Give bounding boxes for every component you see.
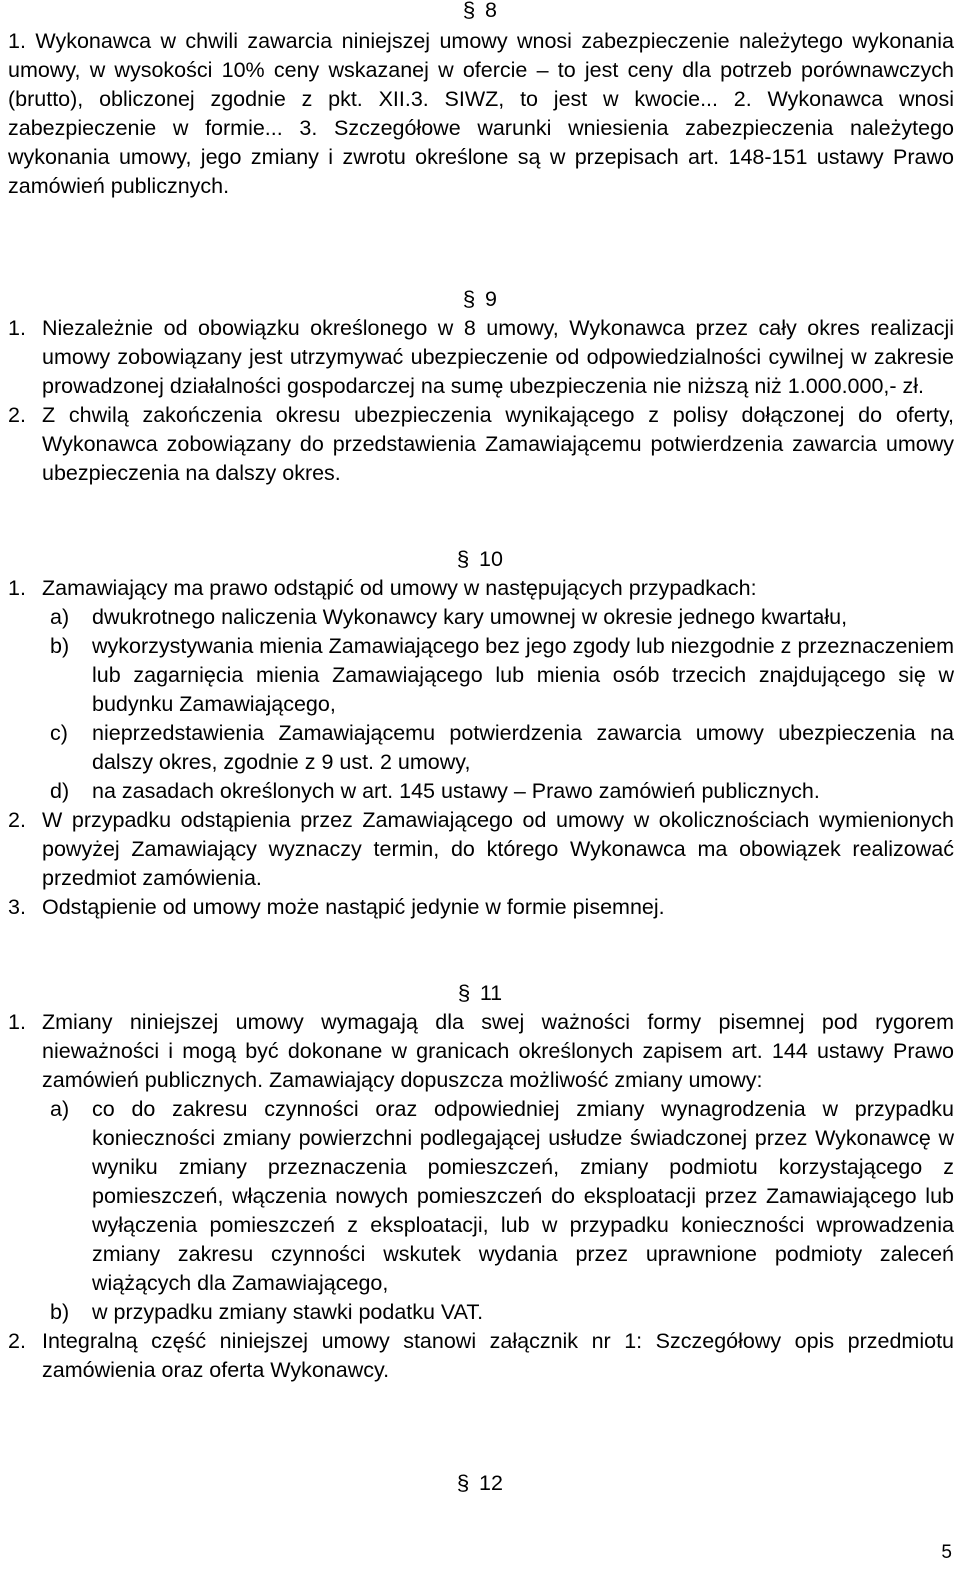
section-sign: §	[456, 547, 470, 571]
sub-item	[8, 719, 954, 777]
section-number: 11	[479, 981, 503, 1005]
sub-item-text: nieprzedstawienia Zamawiającemu potwierdzenia zawarcia umowy ubezpieczenia na dalszy okres, zgodnie z 9 ust. 2 umowy,	[92, 721, 954, 774]
section-11-heading	[0, 979, 960, 1008]
sub-item-letter: b)	[50, 634, 70, 658]
sub-item-letter: b)	[50, 1300, 70, 1324]
sub-item	[8, 603, 954, 632]
item-text: Niezależnie od obowiązku określonego w 8 umowy, Wykonawca przez cały okres realizacji umowy zobowiązany jest utrzymywać ubezpieczenie od odpowiedzialności cywilnej w zakresie prowadzonej działalności gospodarczej na sumę ubezpieczenia nie niższą niż 1.000.000,- zł.	[42, 316, 954, 398]
section-9-heading	[0, 285, 960, 314]
sub-item	[8, 632, 954, 719]
item-number: 1.	[8, 576, 26, 600]
sub-item	[8, 1095, 954, 1298]
sub-item	[8, 1298, 954, 1327]
page-number: 5	[941, 1542, 952, 1563]
item-number: 2.	[8, 403, 26, 427]
section-12-heading	[0, 1469, 960, 1498]
item-number: 1.	[8, 316, 26, 340]
sub-item-text: na zasadach określonych w art. 145 ustawy – Prawo zamówień publicznych.	[92, 779, 820, 803]
section-10-body	[8, 574, 954, 922]
list-item	[8, 1327, 954, 1385]
list-item	[8, 401, 954, 488]
sub-item-text: co do zakresu czynności oraz odpowiedniej zmiany wynagrodzenia w przypadku konieczności zmiany powierzchni podlegającej usłudze świadczonej przez Wykonawcę w wyniku zmiany przeznaczenia pomieszczeń, zmiany podmiotu korzystającego z pomieszczeń, włączenia nowych pomieszczeń do eksploatacji przez Zamawiającego lub wyłączenia pomieszczeń z eksploatacji, lub w przypadku konieczności wprowadzenia zmiany zakresu czynności wskutek wydania przez uprawnione podmioty zaleceń wiążących dla Zamawiającego,	[92, 1097, 954, 1295]
list-item	[8, 314, 954, 401]
item-number: 3.	[8, 895, 26, 919]
sub-item-letter: c)	[50, 721, 68, 745]
sub-item-text: wykorzystywania mienia Zamawiającego bez jego zgody lub niezgodnie z przeznaczeniem lub zagarnięcia mienia Zamawiającego lub mienia osób trzecich znajdującego się w budynku Zamawiającego,	[92, 634, 954, 716]
sub-item-text: w przypadku zmiany stawki podatku VAT.	[92, 1300, 484, 1324]
item-text: W przypadku odstąpienia przez Zamawiającego od umowy w okolicznościach wymienionych powyżej Zamawiający wyznaczy termin, do którego Wykonawca ma obowiązek realizować przedmiot zamówienia.	[42, 808, 954, 890]
list-item	[8, 806, 954, 893]
section-sign: §	[456, 1471, 470, 1495]
section-10-heading	[0, 545, 960, 574]
item-text: Zmiany niniejszej umowy wymagają dla swej ważności formy pisemnej pod rygorem nieważności i mogą być dokonane w granicach określonych zapisem art. 144 ustawy Prawo zamówień publicznych. Zamawiający dopuszcza możliwość zmiany umowy:	[42, 1010, 954, 1092]
section-number: 12	[479, 1471, 503, 1495]
sub-item-letter: a)	[50, 1097, 70, 1121]
section-sign: §	[457, 981, 471, 1005]
section-sign: §	[462, 0, 476, 22]
section-9-body	[8, 314, 954, 488]
section-8-body: 1. Wykonawca w chwili zawarcia niniejszej umowy wnosi zabezpieczenie należytego wykonania umowy, w wysokości 10% ceny wskazanej w ofercie – to jest ceny dla potrzeb porównawczych (brutto), obliczonej zgodnie z pkt. XII.3. SIWZ, to jest w kwocie... 2. Wykonawca wnosi zabezpieczenie w formie... 3. Szczegółowe warunki wniesienia zabezpieczenia należytego wykonania umowy, jego zmiany i zwrotu określone są w przepisach art. 148-151 ustawy Prawo zamówień publicznych.	[8, 29, 954, 198]
section-sign: §	[462, 287, 476, 311]
list-item	[8, 574, 954, 603]
sub-item-letter: a)	[50, 605, 70, 629]
item-text: Zamawiający ma prawo odstąpić od umowy w następujących przypadkach:	[42, 576, 757, 600]
section-number: 8	[485, 0, 497, 22]
item-text: Integralną część niniejszej umowy stanowi załącznik nr 1: Szczegółowy opis przedmiotu zamówienia oraz oferta Wykonawcy.	[42, 1329, 954, 1382]
list-item	[8, 893, 954, 922]
sub-item-text: dwukrotnego naliczenia Wykonawcy kary umownej w okresie jednego kwartału,	[92, 605, 848, 629]
section-11-body	[8, 1008, 954, 1385]
item-text: Odstąpienie od umowy może nastąpić jedynie w formie pisemnej.	[42, 895, 665, 919]
section-number: 9	[485, 287, 497, 311]
sub-item-letter: d)	[50, 779, 70, 803]
sub-item	[8, 777, 954, 806]
item-number: 2.	[8, 808, 26, 832]
section-8-heading	[0, 0, 960, 25]
item-number: 2.	[8, 1329, 26, 1353]
list-item	[8, 1008, 954, 1095]
item-text: Z chwilą zakończenia okresu ubezpieczenia wynikającego z polisy dołączonej do oferty, Wykonawca zobowiązany do przedstawienia Zamawiającemu potwierdzenia zawarcia umowy ubezpieczenia na dalszy okres.	[42, 403, 954, 485]
section-number: 10	[479, 547, 503, 571]
item-number: 1.	[8, 1010, 26, 1034]
